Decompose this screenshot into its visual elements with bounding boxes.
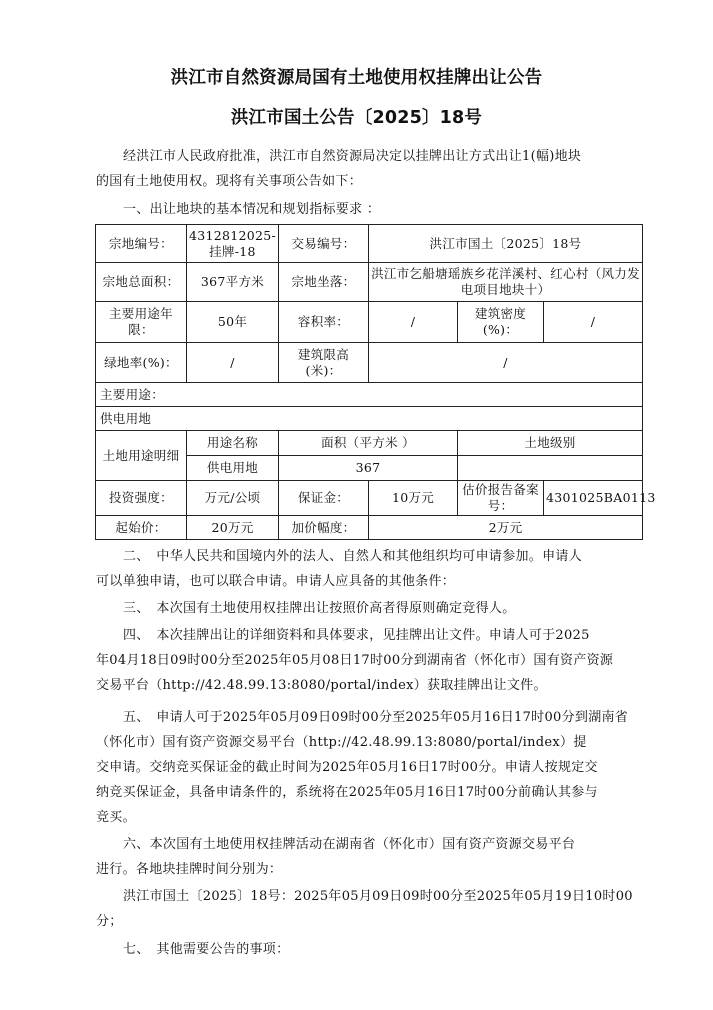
table-cell-value: 万元/公顷 [187, 481, 279, 516]
table-cell-label: 主要用途年限： [96, 302, 187, 343]
table-row [96, 481, 643, 516]
text-line: （怀化市）国有资产资源交易平台（http://42.48.99.13:8080/portal/index）提 [96, 735, 587, 750]
table-cell-value: 洪江市乞船塘瑶族乡花洋溪村、红心村（风力发电项目地块十） [369, 263, 643, 302]
table-row [96, 263, 643, 302]
table-cell-label: 绿地率(%)： [96, 343, 187, 383]
text-line: 七、 其他需要公告的事项： [123, 942, 290, 957]
text-line: 进行。各地块挂牌时间分别为： [96, 862, 283, 877]
table-cell-header: 土地级别 [458, 431, 643, 456]
text-line: 二、 中华人民共和国境内外的法人、自然人和其他组织均可申请参加。申请人 [123, 549, 583, 564]
text-line: 交易平台（http://42.48.99.13:8080/portal/index）获取挂牌出让文件。 [96, 678, 547, 693]
text-line: 分； [96, 914, 123, 929]
section-6-paragraph [96, 832, 642, 882]
text-line: 四、 本次挂牌出让的详细资料和具体要求，见挂牌出让文件。申请人可于2025 [123, 628, 590, 643]
table-cell-value: 10万元 [369, 481, 458, 516]
intro-paragraph [96, 144, 642, 194]
table-row [96, 302, 643, 343]
table-cell-value: 4312812025-挂牌-18 [187, 225, 279, 263]
table-cell-value [458, 456, 643, 481]
listing-schedule-paragraph [96, 884, 642, 934]
text-line: 可以单独申请，也可以联合申请。申请人应具备的其他条件： [96, 574, 456, 589]
table-cell-label: 起始价： [96, 516, 187, 540]
text-line: 年04月18日09时00分至2025年05月08日17时00分到湖南省（怀化市）国有资产资源 [96, 653, 614, 668]
table-cell-label: 宗地坐落： [279, 263, 369, 302]
parcel-info-table [95, 224, 656, 540]
table-row [96, 407, 643, 431]
text-line: 三、 本次国有土地使用权挂牌出让按照价高者得原则确定竞得人。 [123, 601, 516, 616]
table-cell-label: 估价报告备案号： [458, 481, 544, 516]
table-cell-header: 用途名称 [187, 431, 279, 456]
table-cell-label: 交易编号： [279, 225, 369, 263]
table-cell-label: 土地用途明细 [96, 431, 187, 481]
table-cell-value: / [544, 302, 643, 343]
table-row [96, 431, 643, 456]
text-line: 交申请。交纳竞买保证金的截止时间为2025年05月16日17时00分。申请人按规定交 [96, 760, 598, 775]
table-row [96, 225, 643, 263]
table-cell-label: 建筑密度(%)： [458, 302, 544, 343]
table-cell-value: 20万元 [187, 516, 279, 540]
table-cell-label: 主要用途： [96, 383, 643, 407]
table-cell-value: 50年 [187, 302, 279, 343]
table-row [96, 516, 643, 540]
table-cell-value: 4301025BA0113 [544, 481, 643, 516]
section-2-paragraph [96, 544, 642, 594]
text-line: 洪江市国土〔2025〕18号：2025年05月09日09时00分至2025年05月19日10时00 [123, 889, 633, 904]
text-line: 经洪江市人民政府批准，洪江市自然资源局决定以挂牌出让方式出让1(幅)地块 [123, 149, 582, 164]
table-cell-label: 加价幅度： [279, 516, 369, 540]
table-cell-label: 投资强度： [96, 481, 187, 516]
table-cell-header: 面积（平方米 ） [279, 431, 458, 456]
table-cell-label: 容积率： [279, 302, 369, 343]
section-1-heading [96, 197, 642, 222]
table-cell-value: 洪江市国土〔2025〕18号 [369, 225, 643, 263]
section-5-paragraph [96, 705, 642, 830]
section-4-paragraph [96, 623, 642, 698]
table-cell-value: 供电用地 [96, 407, 643, 431]
table-cell-label: 建筑限高(米)： [279, 343, 369, 383]
table-cell-value: 367平方米 [187, 263, 279, 302]
table-cell-value: 2万元 [369, 516, 643, 540]
table-cell-label: 保证金： [279, 481, 369, 516]
table-row [96, 343, 643, 383]
table-cell-value: / [369, 302, 458, 343]
table-cell-value: 供电用地 [187, 456, 279, 481]
text-line: 竞买。 [96, 810, 136, 825]
text-line: 纳竞买保证金，具备申请条件的，系统将在2025年05月16日17时00分前确认其参与 [96, 785, 598, 800]
section-3-paragraph [96, 596, 642, 621]
table-cell-value: / [187, 343, 279, 383]
notice-number: 洪江市国土公告〔2025〕18号 [230, 108, 483, 128]
table-cell-label: 宗地编号： [96, 225, 187, 263]
table-cell-label: 宗地总面积： [96, 263, 187, 302]
section-7-paragraph [96, 937, 642, 962]
text-line: 五、 申请人可于2025年05月09日09时00分至2025年05月16日17时00分到湖南省 [123, 710, 629, 725]
text-line: 一、出让地块的基本情况和规划指标要求 ： [123, 202, 381, 217]
notice-title: 洪江市自然资源局国有土地使用权挂牌出让公告 [170, 68, 543, 88]
text-line: 的国有土地使用权。现将有关事项公告如下： [96, 174, 363, 189]
table-row [96, 383, 643, 407]
table-cell-value: 367 [279, 456, 458, 481]
text-line: 六、本次国有土地使用权挂牌活动在湖南省（怀化市）国有资产资源交易平台 [123, 837, 576, 852]
table-cell-value: / [369, 343, 643, 383]
